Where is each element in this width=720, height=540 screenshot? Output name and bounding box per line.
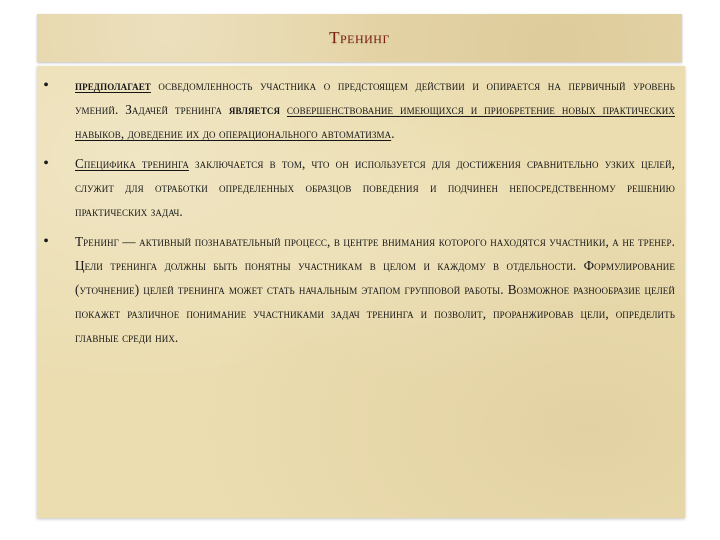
text-run: Специфика тренинга bbox=[75, 156, 189, 171]
bullet-item-3 bbox=[37, 230, 685, 350]
text-run: заключается в том, что он используется для достижения сравнительно узких целей, служит для отработки определенных образцов поведения и подчинен непосредственному решению практических задач. bbox=[75, 156, 675, 219]
text-run: является bbox=[228, 102, 281, 117]
text-run: осведомленность участника о предстоящем действии и опирается на первичный уровень умений. Задачей тренинга bbox=[75, 78, 675, 117]
bullet-marker-icon: • bbox=[43, 233, 49, 250]
bullet-item-2 bbox=[37, 152, 685, 224]
bullet-list bbox=[37, 74, 685, 356]
bullet-marker-icon: • bbox=[43, 77, 49, 94]
text-run: Тренинг — активный познавательный процесс, в центре внимания которого находятся участники, а не тренер. Цели тренинга должны быть понятны участникам в целом и каждому в отдельности. Формулирование (уточнение) целей тренинга может стать начальным этапом групповой работы. Возможное разнообразие целей покажет различное понимание участниками задач тренинга и позволит, проранжировав цели, определить главные среди них. bbox=[75, 234, 675, 345]
text-run: предполагает bbox=[75, 78, 151, 93]
slide-title: Тренинг bbox=[329, 28, 390, 47]
text-run: совершенствование имеющихся и приобретение новых практических навыков, доведение их до операционального автоматизма bbox=[75, 102, 675, 141]
bullet-text bbox=[75, 152, 675, 224]
title-bar bbox=[37, 14, 682, 62]
text-run: . bbox=[391, 126, 395, 141]
text-run bbox=[280, 102, 287, 117]
bullet-text bbox=[75, 74, 675, 146]
bullet-marker-icon: • bbox=[43, 155, 49, 172]
bullet-text bbox=[75, 230, 675, 350]
content-box bbox=[37, 66, 685, 518]
bullet-item-1 bbox=[37, 74, 685, 146]
